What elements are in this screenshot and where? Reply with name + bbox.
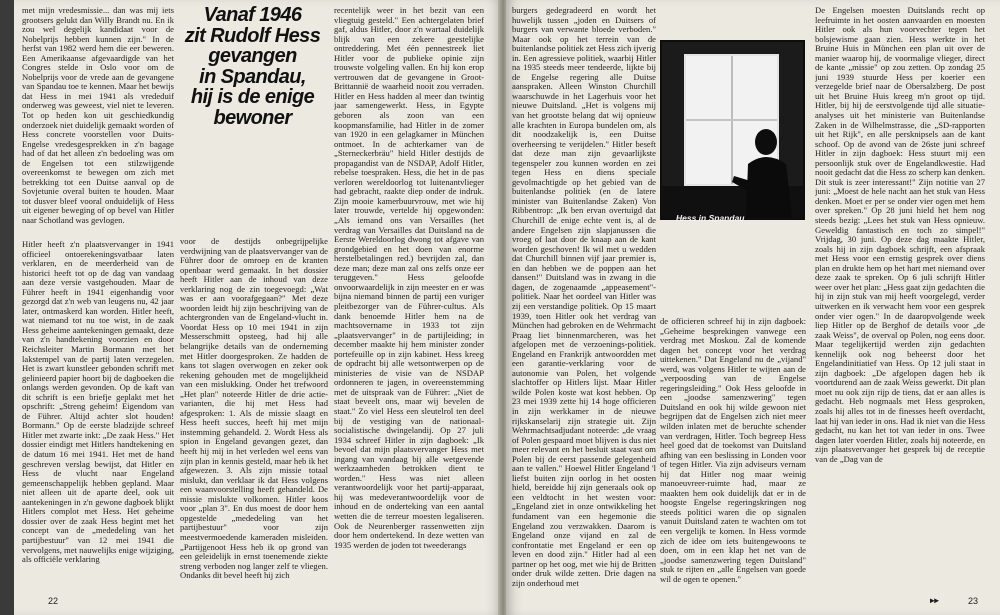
headline-line: bewoner [213, 106, 292, 129]
continue-arrows-icon: ▸▸ [930, 596, 939, 605]
photo-caption: Hess in Spandau [676, 213, 745, 223]
column-6 [815, 6, 985, 600]
page-number-left: 22 [48, 596, 59, 606]
column-1-top [22, 6, 174, 236]
column-text: De Engelsen moesten Duitslands recht op leefruimte in het oosten aanvaarden en moesten Hitler ook als hun voorvechter tegen het bolsjewisme gaan zien. Hess werkte in het Bruine Huis in München een plan uit over de manier waarop hij, de voormalige vlieger, direct de kante „missie" op zou zetten. Op zondag 25 juni 1939 stuurde Hess per koerier een verzegelde brief naar de Obersalzberg. De post uit het Bruine Huis kreeg m'n groot op tijd. Hitler, bij hij de eerstvolgende tijd alle situatie-analyses uit het ministerie van Buitenlandse Zaken in de Wilhelmstrasse, die „SD-rapporten uit het Rijk", en alle persknipsels aan de kant schoof. Op de avond van de 26ste juni schreef Hitler in zijn dagboek: Hess stuurt mij een persoonlijk stuk over de Engelandkwestie. Had nooit gedacht dat die Hess zo scherp kan denken. Dit stuk is zeer interessant!" Zijn notitie van 27 juni: „Moest de hele nacht aan het stuk van Hess denken. Moet er per se onder vier ogen met hem over spreken." Op 28 juni hield het hem nog steeds bezig: „Lees het stuk van Hess opnieuw. Geweldig fantastisch en toch zo simpel!" Vrijdag, 30 juni. Op deze dag maakte Hitler, zoals hij in zijn dagboek schrijft, een afspraak met Hess voor een ernstig gesprek over diens plan en drukte hem op het hart met niemand over deze zaak te spreken. Op 6 juli schrijft Hitler weer over het plan: „Hess gaat zijn gedachten die hij in zijn stuk van mij heeft voorgelegd, verder uitwerken en ik verwacht hem voor een gesprek onder vier ogen." In de daaropvolgende week liep Hitler op de Berghof de details voor „de zaak Weiss", de overval op Polen, nog eens door. Maar tegelijkertijd werden zijn gedachten kennelijk ook nog beheerst door het Engelandinitiatief van Hess. Op 12 juli staat in zijn dagboek: „De afgelopen dagen heb ik voortdurend aan de zaak Weiss gewerkt. Dit plan moet nu ook zijn rijp de tiens, dat er aan alles is gedacht. Heb nogmaals met Hess gesproken, zoals hij alles tot in de finesses heeft overdacht, laat hij van ieder in ons. Had ik niet van die Hess gedacht, nu kan het tot van ieder in ons. Twee dagen later voerden Hitler, zoals hij noteerde, en zijn plaatsvervanger het gesprek bij de receptie van de „Dag van de [815, 6, 985, 464]
column-text: burgers gedegradeerd en wordt het huwelijk tussen „joden en Duitsers of burgers van verwante bloede verboden." Maar ook op het terrein van de buitenlandse politiek zet Hess zich ijverig in. Een agressieve politiek, waarbij Hitler na 1935 steeds meer tendeerde, lijkte bij de Engelse regering alle Duitse aanspraken. Alleen Winston Churchill waarschuwde in het Lagerhuis voor het nieuwe Duitsland. „Het is volgens mij van het grootste belang dat wij opnieuw alle krachten in Europa bundelen om, als dit noodzakelijk is, een Duitse overheersing te verijdelen." Hitler beseft dat deze man zijn gevaarlijkste tegenspeler zou kunnen worden en zei tegen Hess en diens speciale gevolmachtigde op het gebied van de buitenlandse politiek (en de latere minister van Buitenlandse Zaken) Von Ribbentrop: „Ik ben ervan overtuigd dat Churchill de enige echte vent is, al de andere Engelsen zijn slapjanussen die vroeg of laat door de knaap aan de kant worden geschoven! Ik wil met u wedden dat Churchill binnen vijf jaar premier is, en dan hebben we de poppen aan het dansen!" Duitsland was in zwang in die dagen, de zogenaamde „appeasement"-politiek. Naar het oordeel van Hitler was zij een verstandige politiek. Op 15 maart 1939, toen Hitler ook het verdrag van München had gebroken en de Wehrmacht Praag liet binnenmarcheren, was het afgelopen met de verzoenings-politiek. Engeland en Frankrijk antwoordden met een garantie-verklaring voor de autonomie van Polen, het volgende slachtoffer op Hitlers lijst. Maar Hitler wilde Polen koste wat kost hebben. Op 23 mei 1939 zette hij 14 hoge officieren in zijn werkkamer in de nieuwe rijkskanselarij zijn strategie uit. Zijn Wehrmachtsadjudant noteerde: „de vraag of Polen gespaard moet blijven is dus niet meer relevant en het besluit staat vast om Polen bij de eerst passende gelegenheid aan te vallen." Hoewel Hitler Engeland 'l liefst buiten zijn oorlog in het oosten hield, bereidde hij zijn generaals ook op een veldtocht in het westen voor: „Engeland ziet in onze ontwikkeling het fundament van een hegemonie die Engeland zou verzwakken. Daarom is Engeland onze vijand en zal de confrontatie met Engeland er een op leven en dood zijn." Hitler had al een partner op het oog, met wie hij de Britten onder druk wilde zetten. Drie dagen na zijn onderhoud met [512, 6, 656, 588]
page-number-right: 23 [968, 596, 979, 606]
headline-line: zit Rudolf Hess [184, 24, 321, 47]
column-4 [512, 6, 656, 600]
column-1-bottom [22, 240, 174, 598]
column-text: met mijn vredesmissie... dan was mij iets grootsers gelukt dan Willy Brandt nu. En ik zou wel degelijk kandidaat voor de Nobelprijs hebben kunnen zijn." In de herfst van 1982 werd hem die eer beweren. Een Amerikaanse afgevaardigde van het Congres stelde in Oslo voor om de Nobelprijs voor de vrede aan de gevangene van Spandau toe te kennen. Maar het bewijs dat Hess in mei 1941 als vrededuif onderweg was geweest, viel niet te leveren. Tot op heden kon uit geschiedkundig onderzoek niet duidelijk gemaakt worden of Hess concrete voorstellen voor Duits-Engelse vredesgesprekken in z'n bagage had of dat het alleen z'n bedoeling was om de Engelsen tot een stilzwijgende overeenkomst te bewegen om zich met betrekking tot een Duitse aanval op de Sovjetunie overal buiten te houden. Maar tot dusver bleef vooral onduidelijk of Hess uit eigener beweging of op bevel van Hitler naar Schotland was gevlogen. [22, 6, 174, 226]
column-text: Hitler heeft z'n plaatsvervanger in 1941 officieel ontoerekeningsvatbaar laten verklaren, en de meerderheid van de historici heeft tot op de dag van vandaag aan deze versie vastgehouden. Maar de Führer heeft in 1941 eigenhandig voor gezorgd dat z'n web van leugens nu, 42 jaar later, ontmaskerd kan worden. Hitler heeft, wat niemand tot nu toe wist, in de zaak Hess geheime aantekeningen gemaakt, deze van z'n handtekening voorzien en door Reichsleiter Martin Bormann met het lakstempel van de partij laten verzegelen. Het is zwart kunstleer gebonden schrift met gelinieerd papier hoort bij de dagboeken die onlangs werden gevonden. Op de kaft van dit schrift is een briefje geplakt met het opschrift: „Streng geheim! Eigendom van de Führer. Altijd achter slot houden! Bormann." Op de eerste bladzijde schreef Hitler met zwarte inkt: „De zaak Hess." Het dossier eindigt met Hitlers handtekening en de datum 16 mei 1941. Het met de hand geschreven verslag bewijst, dat Hitler en Hess de vlucht naar Engeland gemeenschappelijk hebben gepland. Maar niet alleen uit de aparte deel, ook uit aantekeningen in z'n gewone dagboek blijkt Hitlers complot met Hess. Het geheime dossier over de zaak Hess begint met het concept van de „mededeling van het partijbestuur" van 12 mei 1941 die vervolgens, met nauwelijks enige wijziging, als officiële verklaring [22, 240, 174, 565]
headline-line: hij is de enige [190, 86, 315, 108]
column-5 [660, 317, 806, 600]
headline-line: Vanaf 1946 [203, 4, 302, 26]
column-text: recentelijk weer in het bezit van een vliegtuig gesteld." Een achtergelaten brief gaf, aldus Hitler, door z'n wartaal duidelijk blijk van een zekere geestelijke ontreddering. Met één pennestreek liet Hitler voor de publieke opinie zijn trouwste volgeling vallen. En hij kon erop vertrouwen dat de gevangene in Groot-Brittannië de waarheid nooit zou verraden. Hitler en Hess hadden al meer dan twintig jaar samengewerkt. Hess, in Egypte geboren als zoon van een koopmansfamilie, had Hitler in de zomer van 1920 in een gelagkamer in München ontmoet. In de achterkamer van de „Sterneckerbräu" hield Hitler destijds de propagandist van de NSDAP, Adolf Hitler, rebelse toespraken. Hess, die het in de pas verloren wereldoorlog tot luitenantvlieger had gebracht, raakte diep onder de indruk. Zijn mooie kamerbuurvrouw, met wie hij later trouwde, vertelde hij opgewonden: „Als iemand ons van Versailles (het verdrag van Versailles dat Duitsland na de Eerste Wereldoorlog dwong tot afgave van grondgebied en het doen van enorme herstelbetalingen red.) bevrijden zal, dan deze man; deze man zal ons zelfs onze eer teruggeven." Hess geloofde onvoorwaardelijk in zijn meester en er was bijna niemand binnen de partij een vuriger pleitbezorger van de Führer-cultus. Als dank benoemde Hitler hem na de machtsovername in 1933 tot zijn „plaatsvervanger" in de partijleiding; in december maakte hij hem minister zonder portefeuille op in zijn kabinet. Hess kreeg de opdracht bij alle wetsontwerpen op de ministeries de visie van de NSDAP ordonneren te jagen, in overeenstemming met de uitspraak van de Führer: „Niet de staat beveelt ons, maar wij bevelen de staat." Zo viel Hess een sleutelrol ten deel bij de vestiging van de nationaal-socialistische dwingelandij. Op 27 juli 1934 schreef Hitler in zijn dagboek: „Ik bevoel dat mijn plaatsvervanger Hess met ingang van vandaag bij alle wetgevende werkzaamheden betrokken dient te worden." Hess was niet alleen verantwoordelijk voor het partij-apparaat, hij was medeverantwoordelijk voor de inhoud en de onderteking van een aantal wetten die de terreur moesten legaliseren. Ook de Neurenberger rassenwetten zijn door hem ondertekend. In deze wetten van 1935 werden de joden tot tweederangs [334, 6, 484, 550]
column-2 [180, 237, 328, 599]
photo-image [662, 42, 803, 218]
article-headline [180, 5, 325, 128]
column-text: voor de destijds onbegrijpelijke verdwijning van de plaatsvervanger van de Führer door de omroep en de kranten openbaar werd gemaakt. In het dossier heeft Hitler aan de inhoud van deze verklaring nog de zin toegevoegd: „Wat was er aan voorafgegaan?" Met deze woorden leidt hij zijn beschrijving van de achtergronden van de Engeland-vlucht in. Voordat Hess op 10 mei 1941 in zijn Messerschmitt opsteeg, had hij alle belangrijke details van de onderneming met Hitler doorgesproken. Ze hadden de kans tot slagen overwogen en zeker ook rekening gehouden met de mogelijkheid van een mislukking. Onder het trefwoord „Het plan" noteerde Hitler de drie actie-varianten, die hij met Hess had afgesproken: 1. Als de missie slaagt en Hess heeft succes, heeft hij met mijn instemming gehandeld. 2. Wordt Hess als spion in Engeland gevangen gezet, dan heeft hij mij in het verleden wel eens van zijn plan in kennis gesteld, maar heb ik het afgewezen. 3. Als zijn missie totaal mislukt, dan verklaar ik dat Hess volgens een waanvoorstelling heeft gehandeld. De missie mislukte volkomen. Hitler koos voor „plan 3". En dus moest de door hem opgestelde „mededeling van het partijbestuur" voor zijn meestvermoedende kameraden misleiden. „Partijgenoot Hess heb ik op grond van een geleidelijk in ernst toenemende ziekte streng verboden nog langer zelf te vliegen. Ondanks dit bevel heeft hij zich [180, 237, 328, 581]
hess-photo [660, 40, 805, 220]
column-3 [334, 6, 484, 600]
headline-line: gevangen [208, 45, 297, 67]
headline-line: in Spandau, [199, 65, 306, 88]
column-text: de officieren schreef hij in zijn dagboek: „Geheime besprekingen vanwege een verdrag met Moskou. Zal de komende dagen het concept voor het verdrag uittekenen." Dat Engeland nu de „vijand" werd, was volgens Hitler te wijten aan de „verpoosding van de Engelse regeringsleiding." Ook Hess geloofde in een „joodse samenzwering" tegen Duitsland en ook hij wilde gewoon niet begrijpen dat de Engelsen zich niet meer wilden inlaten met de beruchte schender van verdragen, Hitler. Toch begreep Hess heel goed dat de toekomst van Duitsland afhing van een beslissing in Londen voor of tegen Hitler. Via zijn adviseurs vernam hij dat Hitler nog maar weinig manoeuvreer-ruimte had, maar ze maakten hem ook duidelijk dat er in de hoogste Engelse regeringskringen nog steeds politici waren die op signalen vanuit Duitsland zaten te wachten om tot een vergelijk te komen. In Hess vormde zich de idee om iets buitengewoons te doen, om in een klap het net van de „joodse samenzwering tegen Duitsland" stuk te rijten en „alle Engelsen van goede wil de ogen te openen." [660, 317, 806, 584]
